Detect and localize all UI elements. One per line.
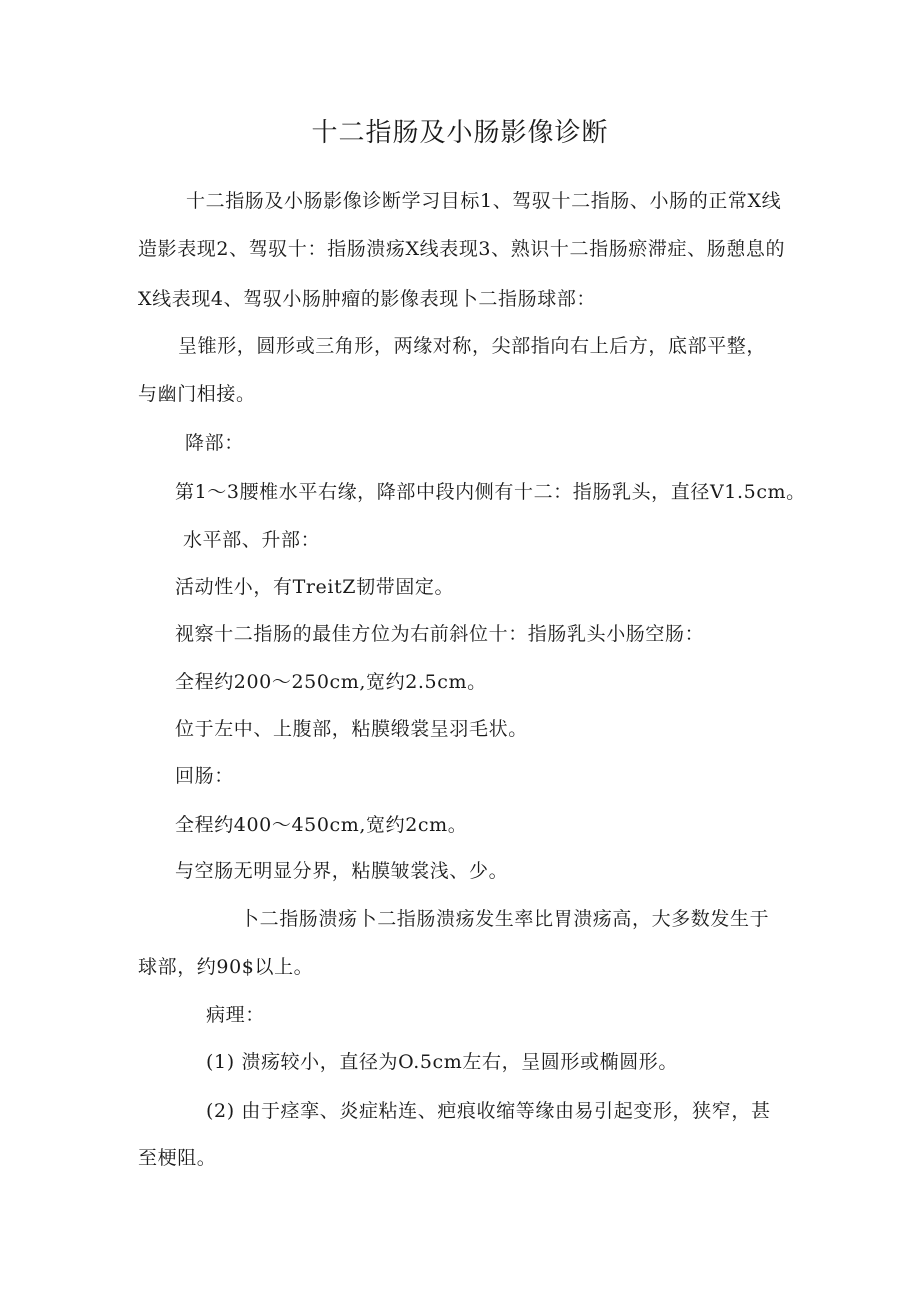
paragraph-line: (1) 溃疡较小，直径为O.5cm左右，呈圆形或椭圆形。 <box>206 1051 679 1073</box>
paragraph-line: 降部： <box>185 432 244 454</box>
paragraph-line: 全程约400〜450cm,宽约2cm。 <box>175 814 468 836</box>
paragraph-line: 病理： <box>206 1004 265 1026</box>
paragraph-line: 十二指肠及小肠影像诊断学习目标1、驾驭十二指肠、小肠的正常X线 <box>186 190 782 212</box>
paragraph-line: 至梗阻。 <box>138 1147 217 1169</box>
document-title: 十二指肠及小肠影像诊断 <box>311 118 609 148</box>
paragraph-line: 水平部、升部： <box>183 529 321 551</box>
paragraph-line: 位于左中、上腹部，粘膜缎裳呈羽毛状。 <box>175 718 528 740</box>
paragraph-line: 全程约200〜250cm,宽约2.5cm。 <box>175 671 487 693</box>
paragraph-line: 与幽门相接。 <box>138 383 256 405</box>
paragraph-line: 视察十二指肠的最佳方位为右前斜位十：指肠乳头小肠空肠： <box>175 623 705 645</box>
paragraph-line: 第1〜3腰椎水平右缘，降部中段内侧有十二：指肠乳头，直径V1.5cm。 <box>175 481 806 503</box>
paragraph-line: 造影表现2、驾驭十：指肠溃疡X线表现3、熟识十二指肠瘀滞症、肠憩息的 <box>138 238 786 260</box>
paragraph-line: 活动性小，有TreitZ韧带固定。 <box>175 576 455 598</box>
paragraph-line: 球部，约90$以上。 <box>138 956 314 978</box>
paragraph-line: 与空肠无明显分界，粘膜皱裳浅、少。 <box>175 860 509 882</box>
paragraph-line: X线表现4、驾驭小肠肿瘤的影像表现卜二指肠球部： <box>138 288 597 310</box>
paragraph-line: (2) 由于痉挛、炎症粘连、疤痕收缩等缘由易引起变形，狭窄，甚 <box>206 1100 771 1122</box>
paragraph-line: 卜二指肠溃疡卜二指肠溃疡发生率比胃溃疡高，大多数发生于 <box>240 908 770 930</box>
paragraph-line: 回肠： <box>175 765 234 787</box>
paragraph-line: 呈锥形，圆形或三角形，两缘对称，尖部指向右上后方，底部平整， <box>178 335 767 357</box>
